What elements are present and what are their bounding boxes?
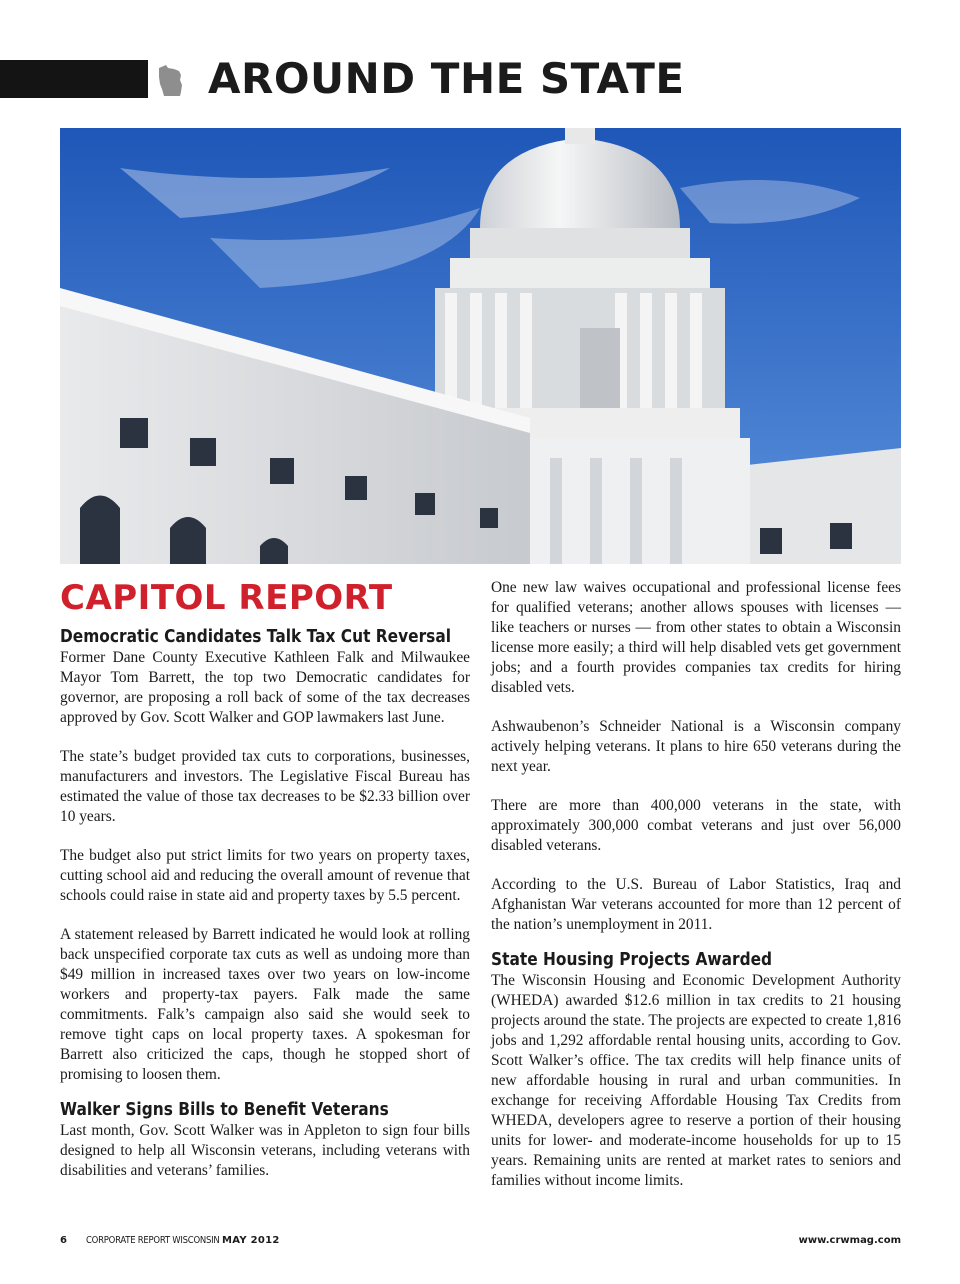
paragraph: According to the U.S. Bureau of Labor Statistics, Iraq and Afghanistan War veterans accounted for more than 12 percent of the nation’s unemployment in 2011.: [491, 876, 901, 933]
website-link[interactable]: www.crwmag.com: [798, 1235, 901, 1246]
paragraph: Former Dane County Executive Kathleen Falk and Milwaukee Mayor Tom Barrett, the top two Democratic candidates for governor, are proposing a roll back of some of the tax decreases approved by Gov. Scott Walker and GOP lawmakers last June.: [60, 649, 470, 726]
section-title: CAPITOL REPORT: [60, 578, 393, 618]
article-column-right: [491, 578, 901, 1210]
paragraph: A statement released by Barrett indicated he would look at rolling back unspecified corporate tax cuts as well as undoing more than $49 million in increased taxes over two years on low-income workers and property-tax payers. Falk made the same commitments. Falk’s campaign also said she would seek to remove tight caps on local property taxes. A spokesman for Barrett also criticized the caps, though he stopped short of promising to loosen them.: [60, 926, 470, 1083]
headline-housing: State Housing Projects Awarded: [491, 950, 773, 970]
page-section-title: AROUND THE STATE: [208, 54, 685, 103]
paragraph: Last month, Gov. Scott Walker was in Appleton to sign four bills designed to help all Wisconsin veterans, including veterans with disabilities and veterans’ families.: [60, 1122, 470, 1179]
paragraph: There are more than 400,000 veterans in the state, with approximately 300,000 combat veterans and just over 56,000 disabled veterans.: [491, 797, 901, 854]
article-column-left: [60, 578, 470, 1200]
publication-name: CORPORATE REPORT WISCONSIN: [86, 1235, 220, 1246]
issue-date: MAY 2012: [222, 1235, 280, 1246]
page-footer: [60, 1235, 901, 1251]
capitol-dome-photo: [60, 128, 901, 564]
paragraph: The state’s budget provided tax cuts to corporations, businesses, manufacturers and investors. The Legislative Fiscal Bureau has estimated the value of those tax decreases to be $2.33 billion over 10 years.: [60, 748, 470, 825]
page-number: 6: [60, 1235, 67, 1246]
paragraph: The Wisconsin Housing and Economic Development Authority (WHEDA) awarded $12.6 million in tax credits to 21 housing projects around the state. The projects are expected to create 1,816 jobs and 1,292 affordable rental housing units, according to Gov. Scott Walker’s office. The tax credits will help finance units of new affordable housing in rural and urban communities. In exchange for receiving Affordable Housing Tax Credits from WHEDA, developers agree to reserve a portion of their housing units for lower- and moderate-income households for up to 15 years. Remaining units are rented at market rates to seniors and families without income limits.: [491, 972, 901, 1189]
headline-tax-cut: Democratic Candidates Talk Tax Cut Reversal: [60, 627, 452, 647]
wisconsin-state-icon: [154, 62, 188, 98]
headline-veterans: Walker Signs Bills to Benefit Veterans: [60, 1100, 389, 1120]
paragraph: One new law waives occupational and professional license fees for qualified veterans; another allows spouses with licenses — like teachers or nurses — from other states to obtain a Wisconsin license more easily; a third will help disabled vets get government jobs; and a fourth provides companies tax credits for hiring disabled vets.: [491, 579, 901, 696]
paragraph: The budget also put strict limits for two years on property taxes, cutting school aid and reducing the overall amount of revenue that schools could raise in state aid and property taxes by 5.5 percent.: [60, 847, 470, 904]
header-bar: [0, 60, 148, 98]
paragraph: Ashwaubenon’s Schneider National is a Wisconsin company actively helping veterans. It plans to hire 650 veterans during the next year.: [491, 718, 901, 775]
